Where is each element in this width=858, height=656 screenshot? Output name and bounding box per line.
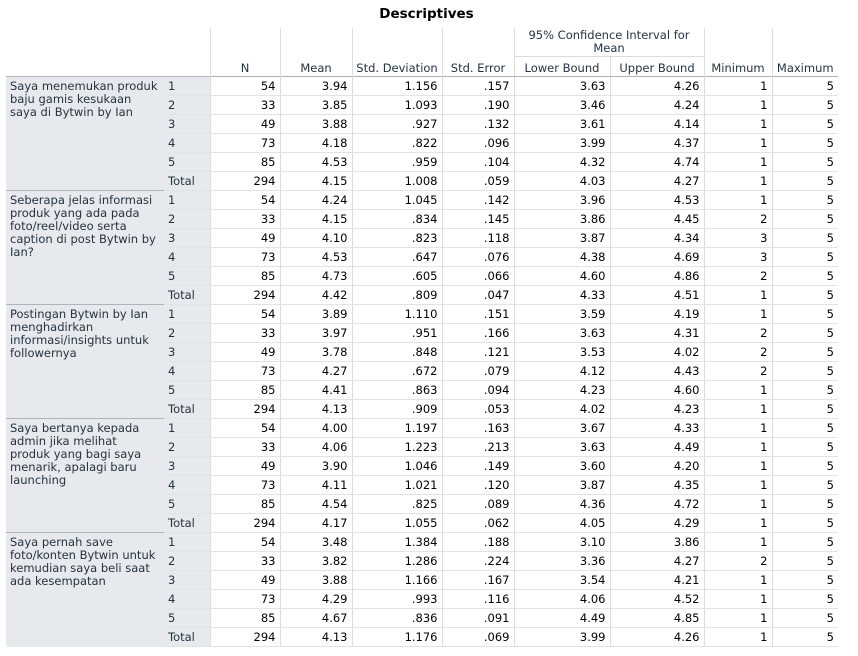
cell-min: 2: [704, 343, 772, 362]
cell-se: .104: [442, 153, 514, 172]
cell-n: 49: [210, 115, 280, 134]
descriptives-table: [6, 28, 838, 647]
cell-ub: 4.33: [610, 419, 704, 438]
cell-lb: 3.53: [514, 343, 610, 362]
cell-ub: 4.29: [610, 514, 704, 533]
cell-se: .062: [442, 514, 514, 533]
cell-n: 85: [210, 495, 280, 514]
table-row: [6, 419, 838, 438]
cell-sd: 1.197: [352, 419, 442, 438]
cell-n: 33: [210, 552, 280, 571]
cell-lb: 4.12: [514, 362, 610, 381]
cell-n: 49: [210, 343, 280, 362]
group-label: Total: [164, 172, 210, 191]
cell-n: 33: [210, 96, 280, 115]
cell-se: .151: [442, 305, 514, 324]
cell-min: 2: [704, 362, 772, 381]
cell-n: 294: [210, 400, 280, 419]
group-label: 2: [164, 210, 210, 229]
cell-n: 73: [210, 476, 280, 495]
cell-mean: 4.54: [280, 495, 352, 514]
cell-min: 1: [704, 628, 772, 647]
cell-ub: 4.24: [610, 96, 704, 115]
cell-sd: .863: [352, 381, 442, 400]
cell-lb: 3.61: [514, 115, 610, 134]
cell-sd: .951: [352, 324, 442, 343]
cell-sd: .647: [352, 248, 442, 267]
cell-mean: 4.13: [280, 400, 352, 419]
cell-max: 5: [772, 419, 838, 438]
cell-n: 54: [210, 419, 280, 438]
cell-mean: 4.17: [280, 514, 352, 533]
cell-max: 5: [772, 590, 838, 609]
cell-se: .166: [442, 324, 514, 343]
cell-lb: 4.36: [514, 495, 610, 514]
cell-n: 85: [210, 153, 280, 172]
cell-lb: 4.05: [514, 514, 610, 533]
cell-n: 73: [210, 134, 280, 153]
cell-mean: 4.67: [280, 609, 352, 628]
cell-mean: 4.27: [280, 362, 352, 381]
cell-mean: 3.78: [280, 343, 352, 362]
cell-min: 1: [704, 495, 772, 514]
cell-sd: .834: [352, 210, 442, 229]
cell-ub: 4.69: [610, 248, 704, 267]
header-confidence-interval: 95% Confidence Interval for Mean: [514, 28, 704, 57]
cell-mean: 4.06: [280, 438, 352, 457]
cell-mean: 4.41: [280, 381, 352, 400]
cell-max: 5: [772, 96, 838, 115]
group-label: Total: [164, 628, 210, 647]
cell-se: .213: [442, 438, 514, 457]
cell-mean: 4.13: [280, 628, 352, 647]
cell-min: 1: [704, 305, 772, 324]
group-label: 3: [164, 571, 210, 590]
cell-se: .096: [442, 134, 514, 153]
cell-n: 85: [210, 267, 280, 286]
group-label: 3: [164, 343, 210, 362]
cell-lb: 3.96: [514, 191, 610, 210]
cell-ub: 4.27: [610, 552, 704, 571]
cell-se: .145: [442, 210, 514, 229]
cell-ub: 4.60: [610, 381, 704, 400]
cell-max: 5: [772, 609, 838, 628]
cell-min: 2: [704, 552, 772, 571]
cell-mean: 3.94: [280, 77, 352, 96]
cell-min: 1: [704, 571, 772, 590]
cell-lb: 3.63: [514, 438, 610, 457]
cell-mean: 4.53: [280, 153, 352, 172]
cell-max: 5: [772, 476, 838, 495]
cell-se: .163: [442, 419, 514, 438]
cell-min: 1: [704, 191, 772, 210]
group-label: 1: [164, 419, 210, 438]
cell-max: 5: [772, 229, 838, 248]
variable-label: Saya menemukan produk baju gamis kesukaan saya di Bytwin by Ian: [6, 77, 164, 191]
table-body: [6, 77, 838, 647]
cell-max: 5: [772, 552, 838, 571]
cell-se: .188: [442, 533, 514, 552]
cell-n: 294: [210, 514, 280, 533]
group-label: 1: [164, 191, 210, 210]
group-label: 5: [164, 609, 210, 628]
cell-se: .121: [442, 343, 514, 362]
table-row: [6, 533, 838, 552]
cell-sd: 1.166: [352, 571, 442, 590]
cell-min: 1: [704, 476, 772, 495]
cell-n: 73: [210, 248, 280, 267]
group-label: 5: [164, 267, 210, 286]
cell-ub: 4.14: [610, 115, 704, 134]
cell-max: 5: [772, 381, 838, 400]
cell-max: 5: [772, 191, 838, 210]
cell-min: 1: [704, 533, 772, 552]
variable-label: Seberapa jelas informasi produk yang ada pada foto/reel/video serta caption di post Bytwin by Ian?: [6, 191, 164, 305]
cell-lb: 4.33: [514, 286, 610, 305]
cell-ub: 4.23: [610, 400, 704, 419]
group-label: 1: [164, 77, 210, 96]
cell-mean: 4.42: [280, 286, 352, 305]
variable-label: Saya bertanya kepada admin jika melihat produk yang bagi saya menarik, apalagi baru launching: [6, 419, 164, 533]
cell-min: 1: [704, 609, 772, 628]
cell-n: 54: [210, 77, 280, 96]
cell-max: 5: [772, 172, 838, 191]
cell-ub: 4.45: [610, 210, 704, 229]
cell-max: 5: [772, 134, 838, 153]
cell-ub: 4.27: [610, 172, 704, 191]
cell-ub: 4.21: [610, 571, 704, 590]
cell-sd: .825: [352, 495, 442, 514]
cell-lb: 3.67: [514, 419, 610, 438]
cell-sd: .809: [352, 286, 442, 305]
cell-ub: 4.85: [610, 609, 704, 628]
cell-max: 5: [772, 343, 838, 362]
cell-max: 5: [772, 305, 838, 324]
cell-max: 5: [772, 324, 838, 343]
cell-sd: .823: [352, 229, 442, 248]
group-label: 2: [164, 552, 210, 571]
cell-se: .047: [442, 286, 514, 305]
group-label: 1: [164, 305, 210, 324]
cell-n: 54: [210, 533, 280, 552]
cell-sd: 1.156: [352, 77, 442, 96]
cell-mean: 4.73: [280, 267, 352, 286]
group-label: 3: [164, 457, 210, 476]
cell-min: 2: [704, 267, 772, 286]
cell-sd: 1.055: [352, 514, 442, 533]
cell-lb: 4.02: [514, 400, 610, 419]
cell-max: 5: [772, 628, 838, 647]
cell-mean: 3.82: [280, 552, 352, 571]
cell-lb: 4.38: [514, 248, 610, 267]
cell-sd: 1.176: [352, 628, 442, 647]
header-mean: Mean: [280, 28, 352, 77]
cell-sd: .848: [352, 343, 442, 362]
cell-lb: 3.36: [514, 552, 610, 571]
cell-lb: 3.99: [514, 628, 610, 647]
cell-ub: 4.19: [610, 305, 704, 324]
cell-mean: 4.11: [280, 476, 352, 495]
cell-ub: 4.53: [610, 191, 704, 210]
cell-se: .167: [442, 571, 514, 590]
cell-mean: 3.85: [280, 96, 352, 115]
variable-label: Saya pernah save foto/konten Bytwin untuk kemudian saya beli saat ada kesempatan: [6, 533, 164, 647]
cell-sd: 1.286: [352, 552, 442, 571]
cell-max: 5: [772, 571, 838, 590]
cell-min: 1: [704, 96, 772, 115]
cell-min: 1: [704, 400, 772, 419]
group-label: Total: [164, 286, 210, 305]
cell-sd: 1.110: [352, 305, 442, 324]
cell-sd: .605: [352, 267, 442, 286]
cell-mean: 4.24: [280, 191, 352, 210]
cell-ub: 3.86: [610, 533, 704, 552]
cell-se: .132: [442, 115, 514, 134]
cell-mean: 4.15: [280, 210, 352, 229]
cell-ub: 4.49: [610, 438, 704, 457]
group-label: 5: [164, 153, 210, 172]
cell-n: 73: [210, 590, 280, 609]
group-label: 4: [164, 134, 210, 153]
cell-se: .066: [442, 267, 514, 286]
cell-n: 54: [210, 305, 280, 324]
cell-n: 73: [210, 362, 280, 381]
cell-n: 33: [210, 324, 280, 343]
cell-min: 1: [704, 134, 772, 153]
cell-se: .069: [442, 628, 514, 647]
cell-lb: 3.63: [514, 77, 610, 96]
cell-mean: 3.89: [280, 305, 352, 324]
cell-lb: 4.49: [514, 609, 610, 628]
cell-lb: 3.63: [514, 324, 610, 343]
table-row: [6, 305, 838, 324]
header-std-error: Std. Error: [442, 28, 514, 77]
group-label: 5: [164, 381, 210, 400]
cell-se: .142: [442, 191, 514, 210]
cell-sd: 1.021: [352, 476, 442, 495]
cell-n: 85: [210, 381, 280, 400]
cell-ub: 4.35: [610, 476, 704, 495]
cell-ub: 4.26: [610, 628, 704, 647]
cell-lb: 3.54: [514, 571, 610, 590]
cell-max: 5: [772, 248, 838, 267]
cell-min: 3: [704, 229, 772, 248]
table-row: [6, 191, 838, 210]
cell-se: .053: [442, 400, 514, 419]
cell-min: 1: [704, 153, 772, 172]
cell-se: .089: [442, 495, 514, 514]
variable-label: Postingan Bytwin by Ian menghadirkan informasi/insights untuk followernya: [6, 305, 164, 419]
group-label: 4: [164, 476, 210, 495]
cell-mean: 3.97: [280, 324, 352, 343]
header-lower-bound: Lower Bound: [514, 57, 610, 77]
cell-sd: 1.384: [352, 533, 442, 552]
cell-mean: 4.10: [280, 229, 352, 248]
cell-lb: 4.32: [514, 153, 610, 172]
cell-min: 1: [704, 590, 772, 609]
cell-n: 294: [210, 172, 280, 191]
cell-min: 1: [704, 381, 772, 400]
header-maximum: Maximum: [772, 28, 838, 77]
cell-se: .094: [442, 381, 514, 400]
cell-sd: 1.093: [352, 96, 442, 115]
group-label: 3: [164, 115, 210, 134]
cell-n: 54: [210, 191, 280, 210]
cell-lb: 3.46: [514, 96, 610, 115]
cell-mean: 3.90: [280, 457, 352, 476]
cell-max: 5: [772, 495, 838, 514]
cell-lb: 4.06: [514, 590, 610, 609]
cell-se: .076: [442, 248, 514, 267]
group-label: 2: [164, 96, 210, 115]
cell-mean: 3.48: [280, 533, 352, 552]
cell-max: 5: [772, 400, 838, 419]
group-label: 4: [164, 590, 210, 609]
cell-sd: 1.008: [352, 172, 442, 191]
cell-n: 49: [210, 457, 280, 476]
cell-min: 1: [704, 438, 772, 457]
cell-sd: 1.045: [352, 191, 442, 210]
cell-mean: 4.18: [280, 134, 352, 153]
cell-ub: 4.02: [610, 343, 704, 362]
cell-se: .224: [442, 552, 514, 571]
cell-max: 5: [772, 286, 838, 305]
cell-sd: .993: [352, 590, 442, 609]
cell-min: 1: [704, 286, 772, 305]
cell-ub: 4.37: [610, 134, 704, 153]
cell-max: 5: [772, 267, 838, 286]
group-label: 1: [164, 533, 210, 552]
group-label: 2: [164, 438, 210, 457]
cell-sd: 1.046: [352, 457, 442, 476]
cell-max: 5: [772, 514, 838, 533]
cell-lb: 3.60: [514, 457, 610, 476]
cell-mean: 3.88: [280, 115, 352, 134]
cell-max: 5: [772, 533, 838, 552]
table-header: [6, 28, 838, 77]
cell-min: 1: [704, 457, 772, 476]
cell-lb: 4.23: [514, 381, 610, 400]
cell-lb: 3.10: [514, 533, 610, 552]
cell-max: 5: [772, 210, 838, 229]
cell-se: .149: [442, 457, 514, 476]
group-label: 4: [164, 362, 210, 381]
cell-max: 5: [772, 362, 838, 381]
cell-n: 33: [210, 210, 280, 229]
group-label: Total: [164, 400, 210, 419]
cell-mean: 4.15: [280, 172, 352, 191]
cell-min: 1: [704, 514, 772, 533]
cell-n: 49: [210, 229, 280, 248]
group-label: 2: [164, 324, 210, 343]
cell-sd: 1.223: [352, 438, 442, 457]
header-n: N: [210, 28, 280, 77]
cell-sd: .836: [352, 609, 442, 628]
cell-sd: .927: [352, 115, 442, 134]
cell-sd: .822: [352, 134, 442, 153]
cell-ub: 4.26: [610, 77, 704, 96]
cell-min: 3: [704, 248, 772, 267]
group-label: 3: [164, 229, 210, 248]
cell-n: 33: [210, 438, 280, 457]
cell-se: .091: [442, 609, 514, 628]
cell-ub: 4.43: [610, 362, 704, 381]
cell-ub: 4.31: [610, 324, 704, 343]
cell-lb: 3.87: [514, 229, 610, 248]
cell-se: .120: [442, 476, 514, 495]
cell-ub: 4.20: [610, 457, 704, 476]
cell-min: 1: [704, 419, 772, 438]
cell-min: 2: [704, 210, 772, 229]
cell-mean: 4.29: [280, 590, 352, 609]
cell-lb: 4.03: [514, 172, 610, 191]
cell-se: .190: [442, 96, 514, 115]
cell-lb: 3.86: [514, 210, 610, 229]
cell-max: 5: [772, 77, 838, 96]
cell-min: 1: [704, 172, 772, 191]
group-label: Total: [164, 514, 210, 533]
cell-max: 5: [772, 115, 838, 134]
cell-ub: 4.52: [610, 590, 704, 609]
cell-max: 5: [772, 438, 838, 457]
group-label: 5: [164, 495, 210, 514]
cell-sd: .909: [352, 400, 442, 419]
cell-ub: 4.51: [610, 286, 704, 305]
cell-ub: 4.74: [610, 153, 704, 172]
cell-n: 294: [210, 286, 280, 305]
cell-lb: 3.99: [514, 134, 610, 153]
cell-n: 49: [210, 571, 280, 590]
cell-mean: 3.88: [280, 571, 352, 590]
cell-max: 5: [772, 457, 838, 476]
cell-sd: .672: [352, 362, 442, 381]
group-label: 4: [164, 248, 210, 267]
cell-mean: 4.00: [280, 419, 352, 438]
cell-min: 1: [704, 77, 772, 96]
cell-n: 294: [210, 628, 280, 647]
cell-sd: .959: [352, 153, 442, 172]
header-minimum: Minimum: [704, 28, 772, 77]
cell-lb: 3.87: [514, 476, 610, 495]
cell-se: .118: [442, 229, 514, 248]
cell-max: 5: [772, 153, 838, 172]
cell-min: 1: [704, 115, 772, 134]
cell-n: 85: [210, 609, 280, 628]
cell-se: .079: [442, 362, 514, 381]
cell-ub: 4.86: [610, 267, 704, 286]
table-title: Descriptives: [379, 6, 474, 22]
cell-lb: 3.59: [514, 305, 610, 324]
cell-se: .157: [442, 77, 514, 96]
table-row: [6, 77, 838, 96]
header-upper-bound: Upper Bound: [610, 57, 704, 77]
cell-ub: 4.72: [610, 495, 704, 514]
cell-ub: 4.34: [610, 229, 704, 248]
cell-min: 2: [704, 324, 772, 343]
cell-se: .059: [442, 172, 514, 191]
cell-lb: 4.60: [514, 267, 610, 286]
cell-mean: 4.53: [280, 248, 352, 267]
header-std-deviation: Std. Deviation: [352, 28, 442, 77]
cell-se: .116: [442, 590, 514, 609]
